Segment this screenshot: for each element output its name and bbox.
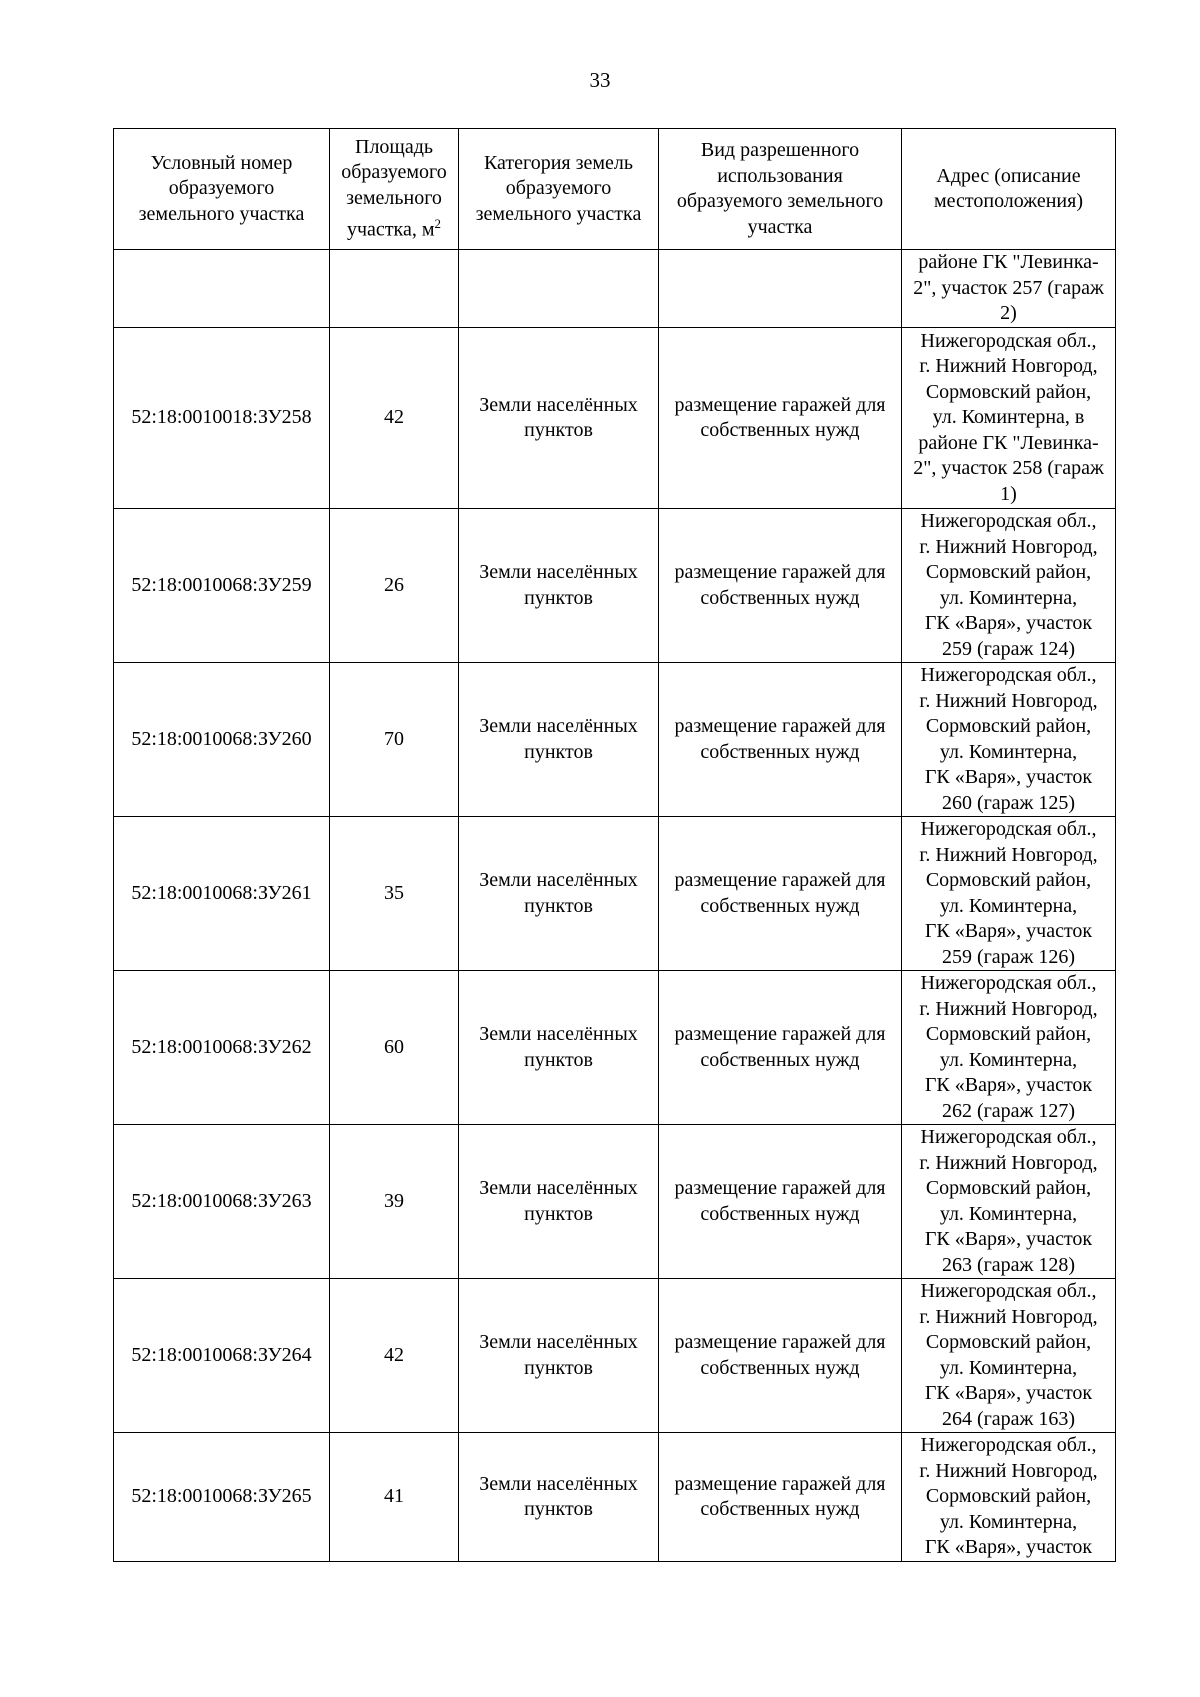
area-unit-superscript: 2 [434,216,441,232]
cell-permitted-use: размещение гаражей для собственных нужд [659,328,902,509]
cell-address: Нижегородская обл., г. Нижний Новгород, Сормовский район, ул. Коминтерна, ГК «Варя», участок 260 (гараж 125) [902,663,1116,817]
cell-land-category: Земли населённых пунктов [459,663,659,817]
cell-permitted-use: размещение гаражей для собственных нужд [659,663,902,817]
cell-plot-number: 52:18:0010068:ЗУ263 [114,1125,330,1279]
cell-permitted-use: размещение гаражей для собственных нужд [659,971,902,1125]
cell-plot-number: 52:18:0010018:ЗУ258 [114,328,330,509]
cell-permitted-use: размещение гаражей для собственных нужд [659,509,902,663]
cell-plot-number: 52:18:0010068:ЗУ262 [114,971,330,1125]
cell-plot-area: 41 [330,1433,459,1562]
table-row [114,328,1116,509]
cell-address: Нижегородская обл., г. Нижний Новгород, Сормовский район, ул. Коминтерна, ГК «Варя», участок 259 (гараж 124) [902,509,1116,663]
cell-plot-number: 52:18:0010068:ЗУ261 [114,817,330,971]
cell-permitted-use: размещение гаражей для собственных нужд [659,1433,902,1562]
cell-land-category: Земли населённых пунктов [459,1279,659,1433]
cell-plot-area: 42 [330,1279,459,1433]
table-row [114,1279,1116,1433]
table-row [114,509,1116,663]
table-row-continuation [114,250,1116,328]
header-plot-number: Условный номер образуемого земельного участка [114,129,330,250]
cell-plot-area: 60 [330,971,459,1125]
cell-address: Нижегородская обл., г. Нижний Новгород, Сормовский район, ул. Коминтерна, в районе ГК "Левинка- 2", участок 258 (гараж 1) [902,328,1116,509]
cell-empty [659,250,902,328]
cell-plot-number: 52:18:0010068:ЗУ259 [114,509,330,663]
cell-permitted-use: размещение гаражей для собственных нужд [659,1279,902,1433]
table-row [114,1433,1116,1562]
page-number: 33 [589,68,611,92]
cell-land-category: Земли населённых пунктов [459,971,659,1125]
cell-plot-area: 39 [330,1125,459,1279]
cell-plot-area: 70 [330,663,459,817]
cell-empty [114,250,330,328]
cell-address: Нижегородская обл., г. Нижний Новгород, Сормовский район, ул. Коминтерна, ГК «Варя», участок [902,1433,1116,1562]
cell-land-category: Земли населённых пунктов [459,1125,659,1279]
land-plots-table [113,128,1116,1562]
cell-empty [330,250,459,328]
cell-empty [459,250,659,328]
cell-address: Нижегородская обл., г. Нижний Новгород, Сормовский район, ул. Коминтерна, ГК «Варя», участок 263 (гараж 128) [902,1125,1116,1279]
header-plot-area [330,129,459,250]
table-row [114,817,1116,971]
cell-plot-number: 52:18:0010068:ЗУ260 [114,663,330,817]
cell-address: Нижегородская обл., г. Нижний Новгород, Сормовский район, ул. Коминтерна, ГК «Варя», участок 264 (гараж 163) [902,1279,1116,1433]
header-address: Адрес (описание местоположения) [902,129,1116,250]
table-header-row [114,129,1116,250]
table-row [114,663,1116,817]
cell-address: Нижегородская обл., г. Нижний Новгород, Сормовский район, ул. Коминтерна, ГК «Варя», участок 259 (гараж 126) [902,817,1116,971]
cell-permitted-use: размещение гаражей для собственных нужд [659,1125,902,1279]
cell-land-category: Земли населённых пунктов [459,509,659,663]
header-land-category: Категория земель образуемого земельного участка [459,129,659,250]
cell-land-category: Земли населённых пунктов [459,817,659,971]
cell-address: Нижегородская обл., г. Нижний Новгород, Сормовский район, ул. Коминтерна, ГК «Варя», участок 262 (гараж 127) [902,971,1116,1125]
table-row [114,971,1116,1125]
table-row [114,1125,1116,1279]
header-permitted-use: Вид разрешенного использования образуемого земельного участка [659,129,902,250]
cell-plot-number: 52:18:0010068:ЗУ265 [114,1433,330,1562]
cell-land-category: Земли населённых пунктов [459,328,659,509]
cell-plot-area: 35 [330,817,459,971]
cell-permitted-use: размещение гаражей для собственных нужд [659,817,902,971]
cell-address-continuation: районе ГК "Левинка- 2", участок 257 (гараж 2) [902,250,1116,328]
cell-plot-area: 42 [330,328,459,509]
header-plot-area-text: Площадь образуемого земельного участка, м [341,135,447,241]
cell-plot-area: 26 [330,509,459,663]
cell-land-category: Земли населённых пунктов [459,1433,659,1562]
cell-plot-number: 52:18:0010068:ЗУ264 [114,1279,330,1433]
